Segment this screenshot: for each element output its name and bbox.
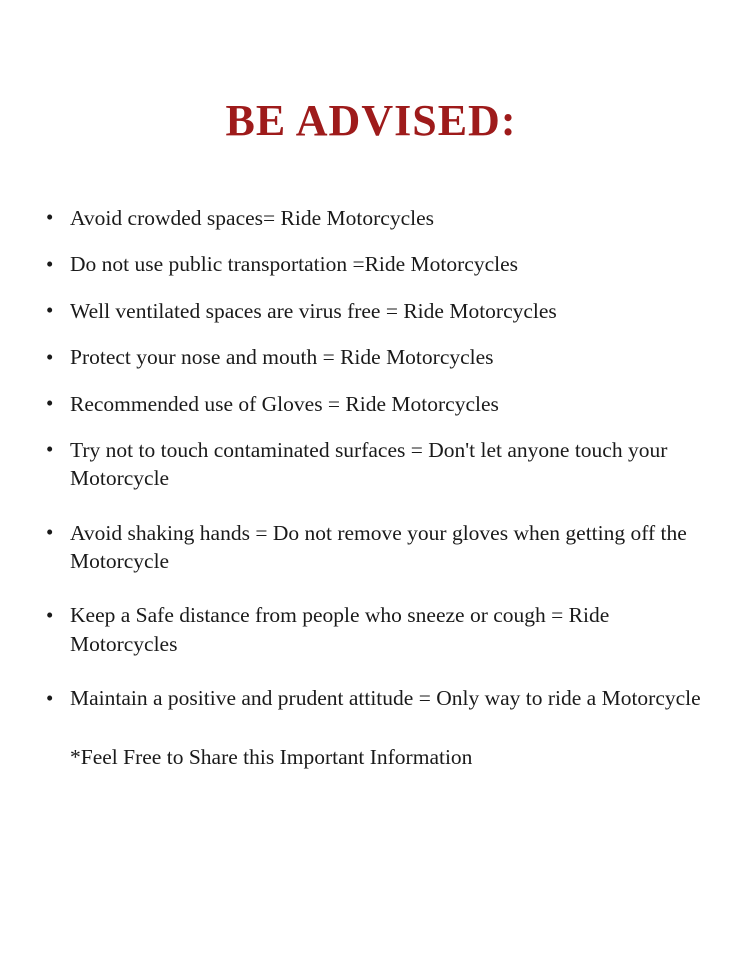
list-item bbox=[44, 601, 712, 658]
bullet-icon: • bbox=[46, 437, 54, 462]
list-item bbox=[44, 436, 712, 493]
list-item bbox=[44, 390, 712, 418]
footnote-text: *Feel Free to Share this Important Information bbox=[70, 744, 473, 769]
bullet-icon: • bbox=[46, 344, 54, 369]
list-item-text: Avoid shaking hands = Do not remove your gloves when getting off the Motorcycle bbox=[70, 520, 687, 573]
list-item bbox=[44, 204, 712, 232]
list-item bbox=[44, 343, 712, 371]
bullet-icon: • bbox=[46, 390, 54, 415]
list-item-text: Keep a Safe distance from people who sneeze or cough = Ride Motorcycles bbox=[70, 603, 610, 656]
list-item bbox=[44, 250, 712, 278]
list-item bbox=[44, 297, 712, 325]
bullet-icon: • bbox=[46, 602, 54, 627]
list-item bbox=[44, 684, 712, 712]
bullet-icon: • bbox=[46, 685, 54, 710]
bullet-icon: • bbox=[46, 520, 54, 545]
bullet-icon: • bbox=[46, 205, 54, 230]
page-title: BE ADVISED: bbox=[225, 96, 517, 145]
list-item bbox=[44, 519, 712, 576]
list-item-text: Protect your nose and mouth = Ride Motorcycles bbox=[70, 345, 494, 370]
advice-list bbox=[0, 204, 742, 713]
list-item-text: Avoid crowded spaces= Ride Motorcycles bbox=[70, 206, 434, 230]
list-item-text: Do not use public transportation =Ride Motorcycles bbox=[70, 252, 519, 277]
list-item-text: Well ventilated spaces are virus free = Ride Motorcycles bbox=[70, 298, 557, 323]
bullet-icon: • bbox=[46, 251, 54, 276]
list-item-text: Try not to touch contaminated surfaces = Don't let anyone touch your Motorcycle bbox=[70, 437, 668, 491]
list-item-text: Recommended use of Gloves = Ride Motorcycles bbox=[70, 391, 499, 416]
list-item-text: Maintain a positive and prudent attitude = Only way to ride a Motorcycle bbox=[70, 686, 701, 711]
bullet-icon: • bbox=[46, 298, 54, 323]
